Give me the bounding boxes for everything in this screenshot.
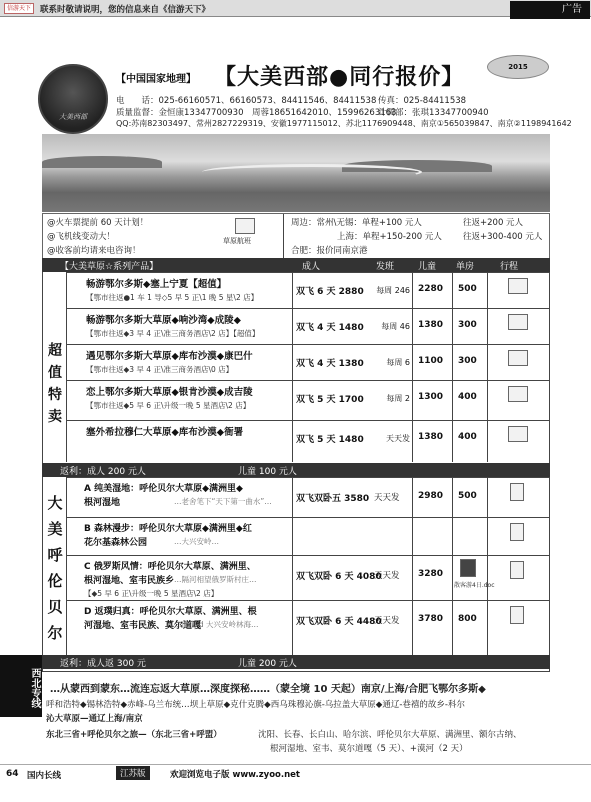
ad-tag: 广告 <box>510 1 590 19</box>
surcharge-changzhou-rt: 往返+200 元人 <box>463 218 524 228</box>
child-price: 2280 <box>418 284 444 294</box>
grassland-photo <box>42 134 550 212</box>
surcharge-shanghai-rt: 往返+300-400 元人 <box>463 232 543 242</box>
rebate-bar-2 <box>42 655 550 669</box>
product-title: D 返璞归真：呼伦贝尔大草原、满洲里、根 <box>84 607 257 617</box>
top-banner <box>0 0 591 17</box>
surcharge-shanghai: 上海：单程+150-200 元人 <box>337 232 442 242</box>
adult-price: 双飞双卧五 3580 <box>296 494 370 504</box>
itinerary-doc-icon[interactable] <box>508 314 528 330</box>
surcharge-changzhou: 周边：常州\无锡：单程+100 元人 <box>291 218 422 228</box>
child-price: 2980 <box>418 491 444 501</box>
product-details: 【◆5 早 6 正\升级一晚 5 星酒店\2 店】 <box>84 589 219 598</box>
adult-price: 双飞 4 天 1380 <box>296 359 364 369</box>
depart-schedule: 天天发 <box>374 616 400 626</box>
vertical-label-sale: 超 值 特 卖 <box>48 343 62 425</box>
product-title-2: 根河湿地、室韦民族乡 <box>84 576 175 586</box>
doc-filename: 散客游4日.doc <box>454 582 495 589</box>
product-title-2: 河湿地、室韦民族、莫尔道嘎 <box>84 621 202 631</box>
company-logo <box>38 64 108 134</box>
single-room-price: 300 <box>458 356 477 366</box>
phone-line: 电 话：025-66160571、66160573、84411546、84411538 <box>116 96 377 106</box>
rebate-bar-1 <box>42 463 550 477</box>
depart-schedule: 天天发 <box>386 434 410 443</box>
col-depart: 发班 <box>376 262 395 272</box>
col-child: 儿童 <box>418 262 437 272</box>
adult-price: 双飞 5 天 1480 <box>296 435 364 445</box>
child-price: 1300 <box>418 392 444 402</box>
col-single: 单房 <box>456 262 475 272</box>
publisher-logo: 信游天下 <box>4 3 34 14</box>
page-title: 【大美西部●同行报价】 <box>214 65 465 90</box>
page-number: 64 <box>6 769 19 779</box>
rebate-child: 儿童 100 元人 <box>238 467 297 477</box>
itinerary-doc-icon[interactable] <box>510 483 524 501</box>
product-note: …老舍笔下“天下第一曲水”… <box>174 497 272 506</box>
product-details: 【鄂市往返◆3 早 4 正\准三商务酒店\2 店】【超值】 <box>86 329 260 338</box>
rebate-adult-2: 返利：成人返 300 元 <box>60 659 146 669</box>
product-note: …绝美 d 大兴安岭林海… <box>174 620 259 629</box>
website-link[interactable]: 欢迎浏览电子版 www.zyoo.net <box>170 770 300 780</box>
notice-train: @火车票提前 60 天计划！ <box>47 218 149 228</box>
adult-price: 双飞 5 天 1700 <box>296 395 364 405</box>
single-room-price: 400 <box>458 392 477 402</box>
product-title-2: 花尔基森林公园 <box>84 538 148 548</box>
supervision-line: 质量监督：金恒康13347700930 周蓉18651642010、15996263163 <box>116 108 397 118</box>
product-title: 畅游鄂尔多斯◆塞上宁夏【超值】 <box>86 279 227 290</box>
document-icon[interactable] <box>235 218 255 234</box>
year-badge: 2015 <box>487 55 549 79</box>
single-room-price: 800 <box>458 614 477 624</box>
promo-line-3b: 沈阳、长春、长白山、哈尔滨、呼伦贝尔大草原、满洲里、额尔古纳、 <box>258 730 522 740</box>
surcharge-hefei: 合肥：报价同南京港 <box>291 246 368 256</box>
itinerary-doc-icon[interactable] <box>510 606 524 624</box>
rebate-child-2: 儿童 200 元人 <box>238 659 297 669</box>
contact-notice: 联系时敬请说明，您的信息来自《信游天下》 <box>40 5 211 15</box>
promo-line-2: 沁大草原—通辽上海/南京 <box>46 714 143 724</box>
promo-headline: …从蒙西到蒙东…流连忘返大草原…深度探秘……（蒙全境 10 天起）南京/上海/合肥飞鄂尔多斯◆ <box>50 684 486 695</box>
brand-label: 【中国国家地理】 <box>116 74 196 85</box>
single-room-price: 300 <box>458 320 477 330</box>
child-price: 3280 <box>418 569 444 579</box>
depart-schedule: 每周 46 <box>381 322 410 331</box>
depart-schedule: 每周 6 <box>386 358 410 367</box>
product-title: 畅游鄂尔多斯大草原◆响沙湾◆成陵◆ <box>86 315 241 326</box>
single-room-price: 400 <box>458 432 477 442</box>
table-header <box>42 258 550 272</box>
word-doc-icon[interactable] <box>460 559 476 577</box>
product-title: 恋上鄂尔多斯大草原◆银肯沙漠◆成吉陵 <box>86 387 253 398</box>
itinerary-doc-icon[interactable] <box>510 523 524 541</box>
qq-line: QQ:苏南82303497、常州2827229319、安徽1977115012、苏北1176909448、南京①565039847、南京②1198941642 <box>116 119 572 128</box>
product-title: B 森林漫步：呼伦贝尔大草原◆满洲里◆红 <box>84 524 252 534</box>
itinerary-doc-icon[interactable] <box>510 561 524 579</box>
notice-flight: @飞机线变动大！ <box>47 232 116 242</box>
depart-schedule: 天天发 <box>374 493 400 503</box>
depart-schedule: 天天发 <box>374 571 400 581</box>
planner-line: 计调部：张琪13347700940 <box>378 108 489 118</box>
fax-line: 传真：025-84411538 <box>378 96 467 106</box>
section-label: 国内长线 <box>27 771 62 781</box>
notice-consult: @收客前均请来电咨询！ <box>47 246 141 256</box>
col-adult: 成人 <box>302 262 321 272</box>
icon-caption: 草原航班 <box>223 237 251 245</box>
product-note: …大兴安岭… <box>174 537 219 546</box>
adult-price: 双飞 6 天 2880 <box>296 287 364 297</box>
col-trip: 行程 <box>500 262 519 272</box>
vertical-label-hulunbuir: 大 美 呼 伦 贝 尔 <box>47 494 63 642</box>
rebate-adult: 返利：成人 200 元人 <box>60 467 146 477</box>
adult-price: 双飞 4 天 1480 <box>296 323 364 333</box>
notice-box <box>42 213 550 259</box>
depart-schedule: 每周 246 <box>376 286 410 295</box>
child-price: 3780 <box>418 614 444 624</box>
depart-schedule: 每周 2 <box>386 394 410 403</box>
promo-line-3a: 东北三省+呼伦贝尔之旅—（东北三省+呼盟） <box>46 730 222 740</box>
edition-badge: 江苏版 <box>116 766 150 780</box>
itinerary-doc-icon[interactable] <box>508 426 528 442</box>
product-title: A 纯美湿地：呼伦贝尔大草原◆满洲里◆ <box>84 484 243 494</box>
product-details: 【鄂市往返◆3 早 4 正\准三商务酒店\0 店】 <box>86 365 234 374</box>
sidebar-tab: 西北专线 <box>0 655 42 717</box>
product-details: 【鄂市往返●1 车 1 导◇5 早 5 正\1 晚 5 星\2 店】 <box>86 293 259 302</box>
adult-price: 双飞双卧 6 天 4080 <box>296 572 382 582</box>
product-title: 遇见鄂尔多斯大草原◆库布沙漠◆康巴什 <box>86 351 253 362</box>
child-price: 1380 <box>418 432 444 442</box>
itinerary-doc-icon[interactable] <box>508 350 528 366</box>
single-room-price: 500 <box>458 491 477 501</box>
product-title: C 俄罗斯风情：呼伦贝尔大草原、满洲里、 <box>84 562 256 572</box>
product-details: 【鄂市往返◆5 早 6 正\升级一晚 5 星酒店\2 店】 <box>86 401 251 410</box>
itinerary-doc-icon[interactable] <box>508 278 528 294</box>
product-title-2: 根河湿地 <box>84 498 121 508</box>
promo-line-4: 根河湿地、室韦、莫尔道嘎（5 天）、+漠河（2 天） <box>270 744 468 754</box>
child-price: 1100 <box>418 356 444 366</box>
product-title: 塞外希拉穆仁大草原◆库布沙漠◆衙署 <box>86 427 244 438</box>
child-price: 1380 <box>418 320 444 330</box>
itinerary-doc-icon[interactable] <box>508 386 528 402</box>
promo-line-1: 呼和浩特◆锡林浩特◆赤峰-乌兰布统…坝上草原◆克什克腾◆西乌珠穆沁旗-乌拉盖大草原◆通辽-巷禧的故乡-科尔 <box>46 700 465 710</box>
product-note: …隔河相望俄罗斯村庄… <box>174 575 257 584</box>
logo-caption: 大美西部 <box>59 113 87 121</box>
section-title: 【大美草原☆系列产品】 <box>60 262 159 272</box>
adult-price: 双飞双卧 6 天 4480 <box>296 617 382 627</box>
single-room-price: 500 <box>458 284 477 294</box>
